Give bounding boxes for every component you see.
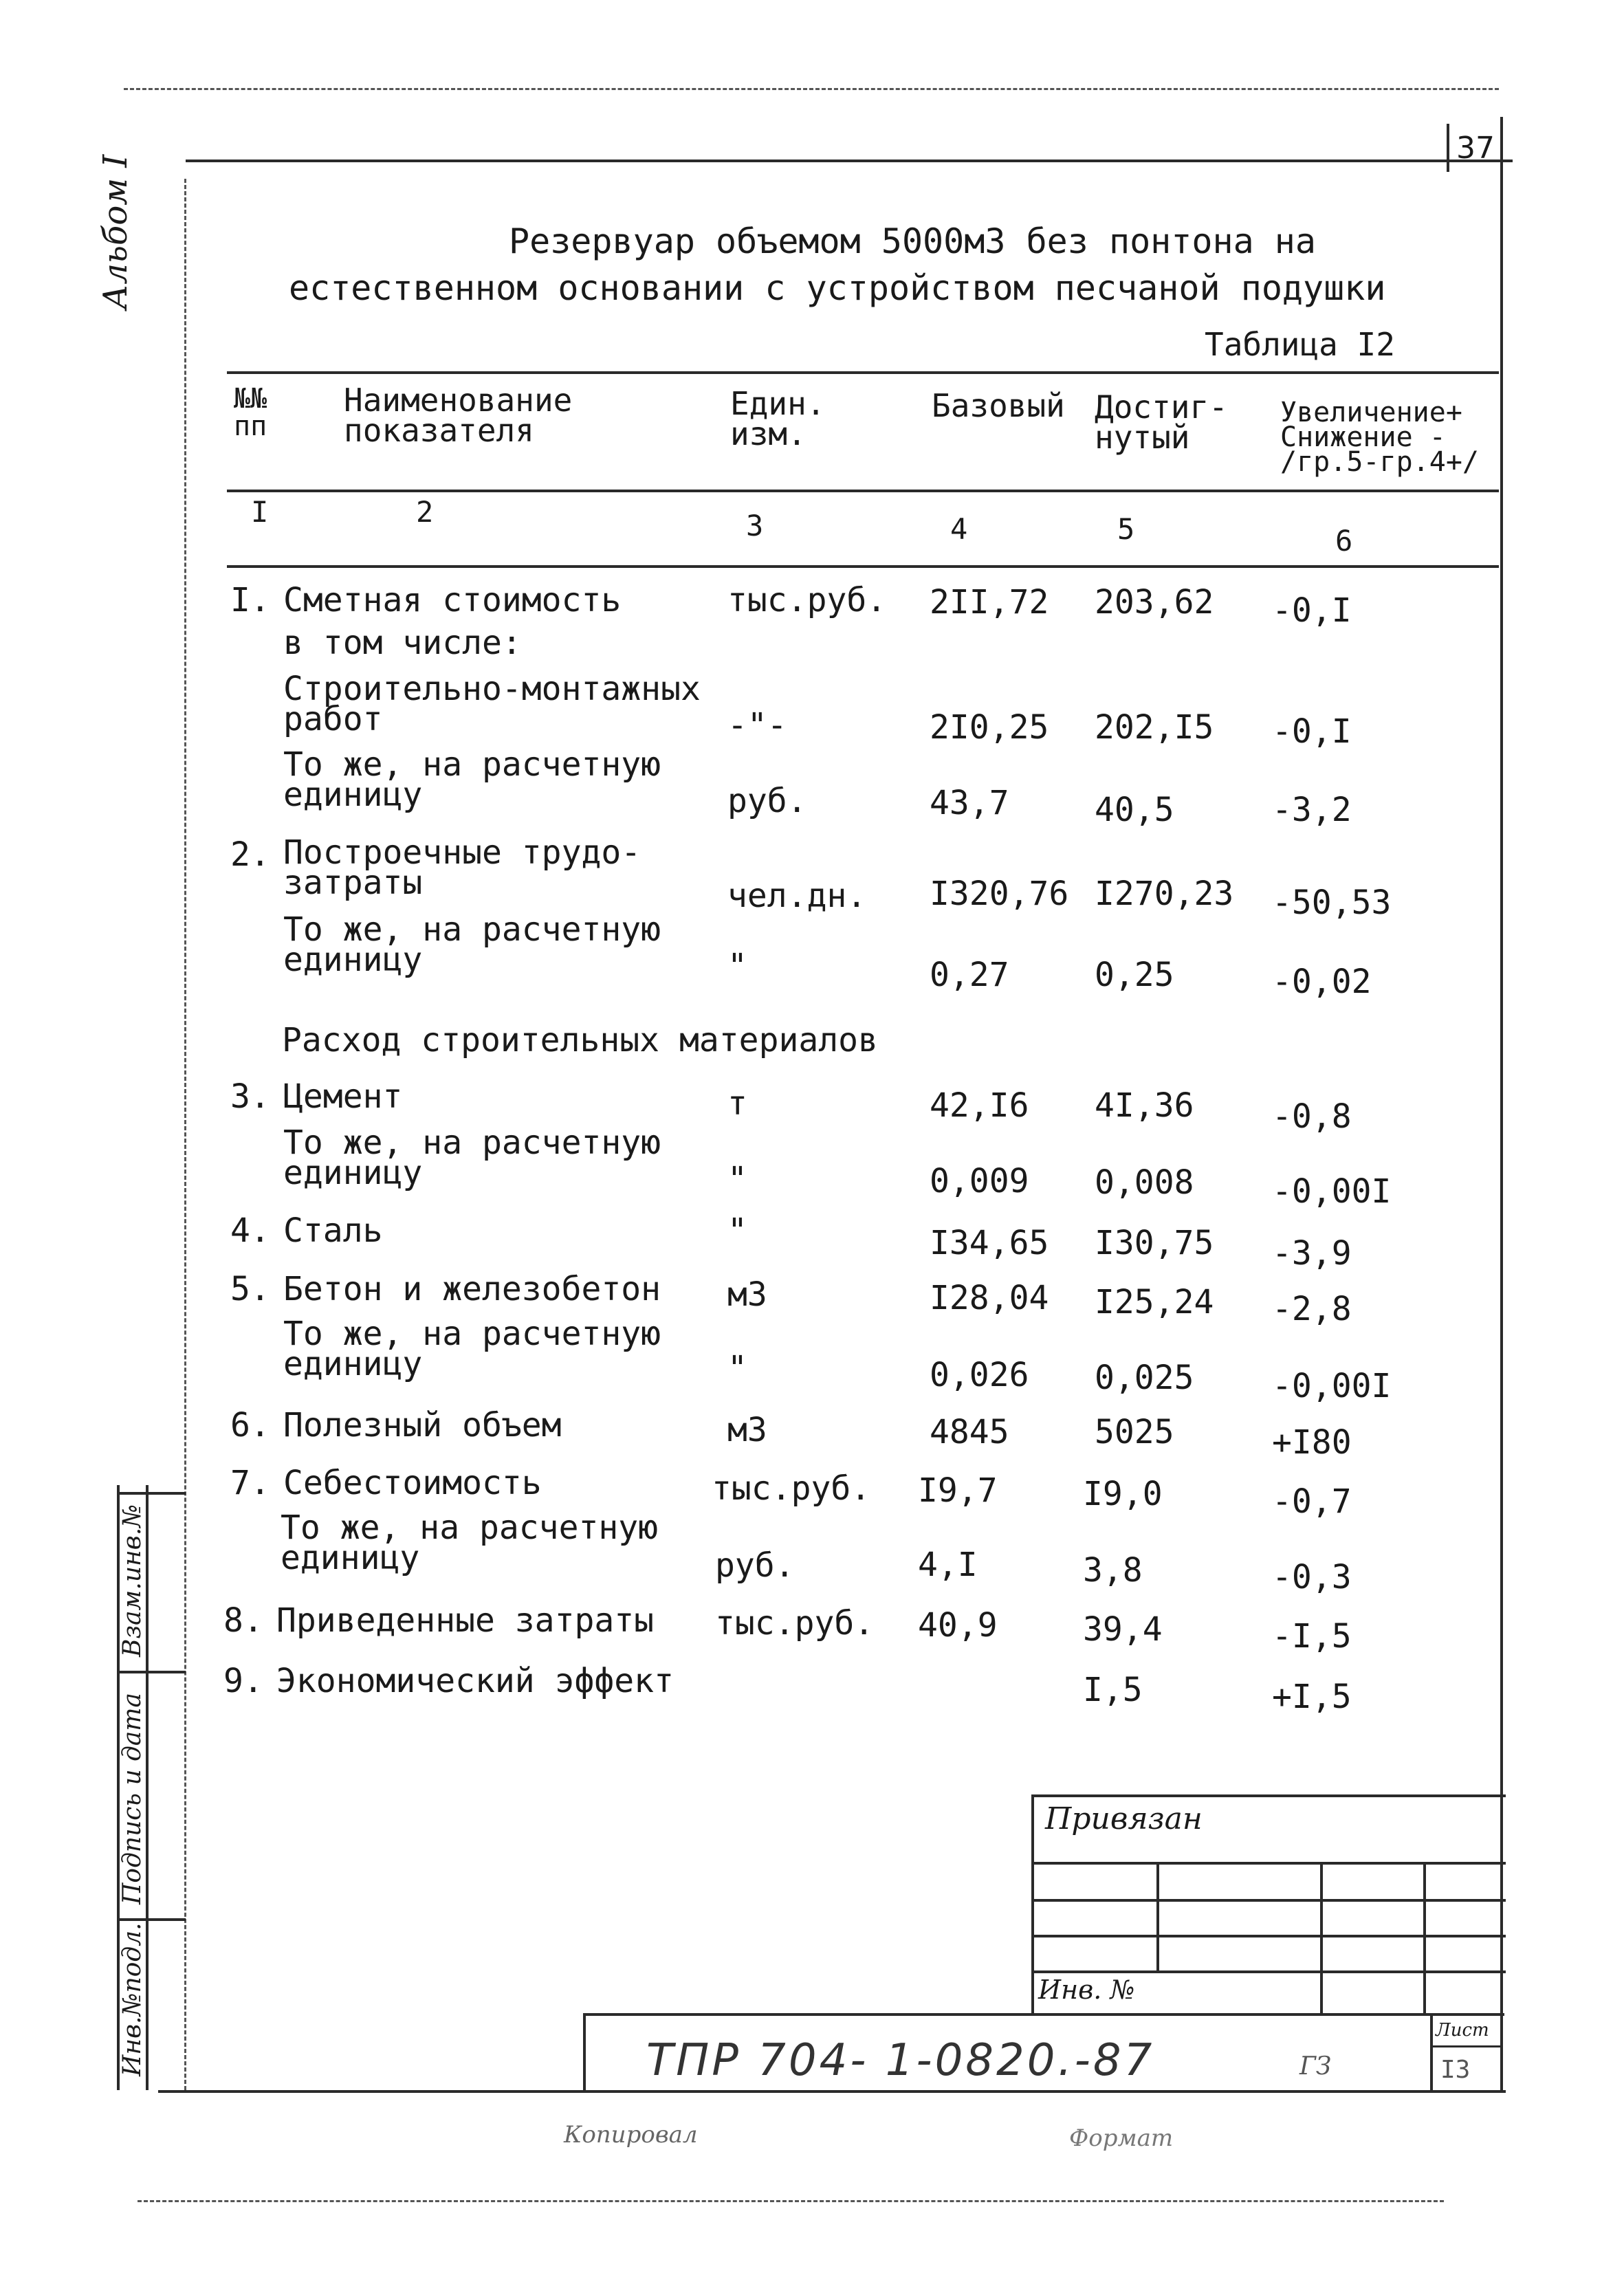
bottom-outer-dash [138,2200,1444,2202]
row-name: Бетон и железобетон [283,1270,661,1308]
sheet-label-line [1430,2045,1502,2047]
stamp-row-line-3 [1031,1935,1506,1937]
row-name: Сметная стоимость [283,581,622,619]
row-name: Построечные трудо- затраты [283,833,641,902]
row-base: I34,65 [930,1224,1049,1262]
row-name: То же, на расчетную единицу [283,910,661,979]
row-change: -0,02 [1272,963,1372,1001]
colnum-divider [227,565,1499,568]
header-achieved: Достиг- нутый [1095,388,1228,456]
title-line-1: Резервуар объемом 5000м3 без понтона на [509,221,1316,261]
row-achieved: 0,025 [1095,1359,1194,1397]
row-no: 7. [230,1464,270,1502]
side-stamp-div-2 [117,1918,186,1921]
row-change: -0,8 [1272,1097,1352,1136]
row-name: То же, на расчетную единицу [283,1315,661,1383]
table-top-line [227,371,1499,374]
side-stamp-top [117,1492,186,1495]
row-unit: м3 [727,1275,767,1314]
row-base: 2I0,25 [930,708,1049,747]
row-unit: м3 [727,1411,767,1449]
row-name: То же, на расчетную единицу [281,1508,659,1577]
row-name: Полезный объем [283,1406,562,1445]
row-name: Строительно-монтажных работ [283,670,701,738]
row-change: -0,00I [1272,1367,1392,1405]
stamp-row-line-1 [1031,1862,1506,1865]
sheet-number: I3 [1440,2056,1471,2084]
side-album-label: Альбом I [96,154,135,309]
row-achieved: I9,0 [1083,1475,1163,1513]
document-code: ТПР 704- 1-0820.-87 [646,2035,1155,2086]
row-unit: " [727,1160,747,1198]
row-unit: тыс.руб. [715,1604,875,1643]
row-change: -3,2 [1272,791,1352,829]
sheet-ref: ГЗ [1299,2052,1332,2080]
titleblock-top [583,2013,1504,2016]
sheet-label: Лист [1436,2020,1489,2041]
row-base: I9,7 [918,1471,998,1510]
row-base: 2II,72 [930,583,1049,622]
side-inv-podl: Инв.№подл. [118,1922,146,2076]
row-unit: " [727,1349,747,1387]
frame-top [186,160,1513,162]
titleblock-sheet-divider [1430,2013,1433,2090]
row-name: в том числе: [283,624,522,662]
stamp-top [1031,1794,1506,1797]
row-name: То же, на расчетную единицу [283,745,661,814]
row-no: 9. [223,1662,263,1700]
row-unit: " [727,1211,747,1250]
header-name: Наименование показателя [344,382,573,449]
row-achieved: 0,25 [1095,956,1174,994]
row-base: 4845 [930,1413,1009,1451]
row-no: 2. [230,835,270,874]
row-change: -0,00I [1272,1172,1392,1211]
row-change: -0,3 [1272,1558,1352,1596]
row-name: Цемент [283,1077,403,1116]
row-achieved: I270,23 [1095,875,1234,913]
row-achieved: 39,4 [1083,1610,1163,1649]
stamp-col-1 [1156,1862,1159,1972]
row-unit: тыс.руб. [712,1469,871,1508]
row-name: Экономический эффект [276,1662,674,1700]
row-achieved: 4I,36 [1095,1086,1194,1125]
row-base: 4,I [918,1546,978,1584]
stamp-privyazan: Привязан [1045,1801,1203,1836]
row-no: 6. [230,1406,270,1445]
page-num-box-left [1447,124,1449,172]
row-base: 0,27 [930,956,1009,994]
frame-left-dash [184,179,186,2090]
row-name: Приведенные затраты [276,1601,655,1640]
row-no: 4. [230,1211,270,1250]
titleblock-left [583,2014,586,2090]
row-achieved: 3,8 [1083,1551,1143,1590]
row-no: 5. [230,1270,270,1308]
top-outer-dash [124,88,1499,90]
header-change: Увеличение+ Снижение - /гр.5-гр.4+/ [1280,397,1479,478]
row-unit: руб. [727,782,807,820]
stamp-col-3 [1423,1862,1426,2014]
colnum-2: 2 [416,495,434,529]
colnum-4: 4 [950,512,968,546]
stamp-row-line-4 [1031,1970,1506,1973]
row-base: 43,7 [930,784,1009,822]
side-podpis: Подпись и дата [118,1693,146,1904]
row-no: 3. [230,1077,270,1116]
row-unit: руб. [715,1546,795,1585]
row-unit: т [727,1084,747,1123]
colnum-5: 5 [1117,512,1135,546]
header-base: Базовый [932,387,1065,424]
row-unit: -"- [727,706,787,745]
header-no: №№ пп [234,383,267,442]
row-name: То же, на расчетную единицу [283,1123,661,1192]
row-change: -2,8 [1272,1290,1352,1328]
colnum-1: I [251,495,269,529]
row-change: +I80 [1272,1423,1352,1462]
row-achieved: 40,5 [1095,791,1174,829]
row-no: 8. [223,1601,263,1640]
format-label: Формат [1069,2124,1174,2152]
table-label: Таблица I2 [1205,326,1395,363]
row-change: -50,53 [1272,883,1392,922]
row-change: -0,I [1272,712,1352,751]
stamp-left-border [1031,1794,1034,2014]
copied-label: Копировал [564,2121,698,2149]
row-base: 40,9 [918,1606,998,1645]
row-achieved: 0,008 [1095,1163,1194,1202]
row-change: -I,5 [1272,1617,1352,1656]
row-base: 0,009 [930,1162,1029,1200]
row-base: I28,04 [930,1279,1049,1317]
row-achieved: I25,24 [1095,1283,1214,1321]
row-unit: " [727,947,747,985]
row-change: -0,7 [1272,1482,1352,1521]
row-achieved: 203,62 [1095,583,1214,622]
stamp-row-line-2 [1031,1899,1506,1902]
header-unit: Един. изм. [730,385,826,452]
stamp-col-2 [1320,1862,1323,2014]
row-achieved: I,5 [1083,1671,1143,1709]
row-change: +I,5 [1272,1678,1352,1716]
row-achieved: I30,75 [1095,1224,1214,1262]
header-divider [227,490,1499,492]
section-heading: Расход строительных материалов [282,1021,878,1059]
row-achieved: 202,I5 [1095,708,1214,747]
side-vzam: Взам.инв.№ [118,1504,146,1657]
row-name: Сталь [283,1211,383,1250]
row-no: I. [230,581,270,619]
page-number: 37 [1456,131,1495,166]
row-base: 42,I6 [930,1086,1029,1125]
row-unit: чел.дн. [727,877,867,915]
row-base: 0,026 [930,1356,1029,1394]
stamp-inv-no: Инв. № [1038,1975,1135,2005]
colnum-3: 3 [746,509,764,542]
title-line-2: естественном основании с устройством песчаной подушки [289,268,1386,308]
frame-bottom [158,2090,1506,2093]
colnum-6: 6 [1335,524,1353,558]
row-achieved: 5025 [1095,1413,1174,1451]
row-unit: тыс.руб. [727,581,887,619]
row-name: Себестоимость [283,1464,542,1502]
row-change: -3,9 [1272,1234,1352,1273]
row-change: -0,I [1272,591,1352,630]
row-base: I320,76 [930,875,1069,913]
side-stamp-div-1 [117,1671,186,1673]
